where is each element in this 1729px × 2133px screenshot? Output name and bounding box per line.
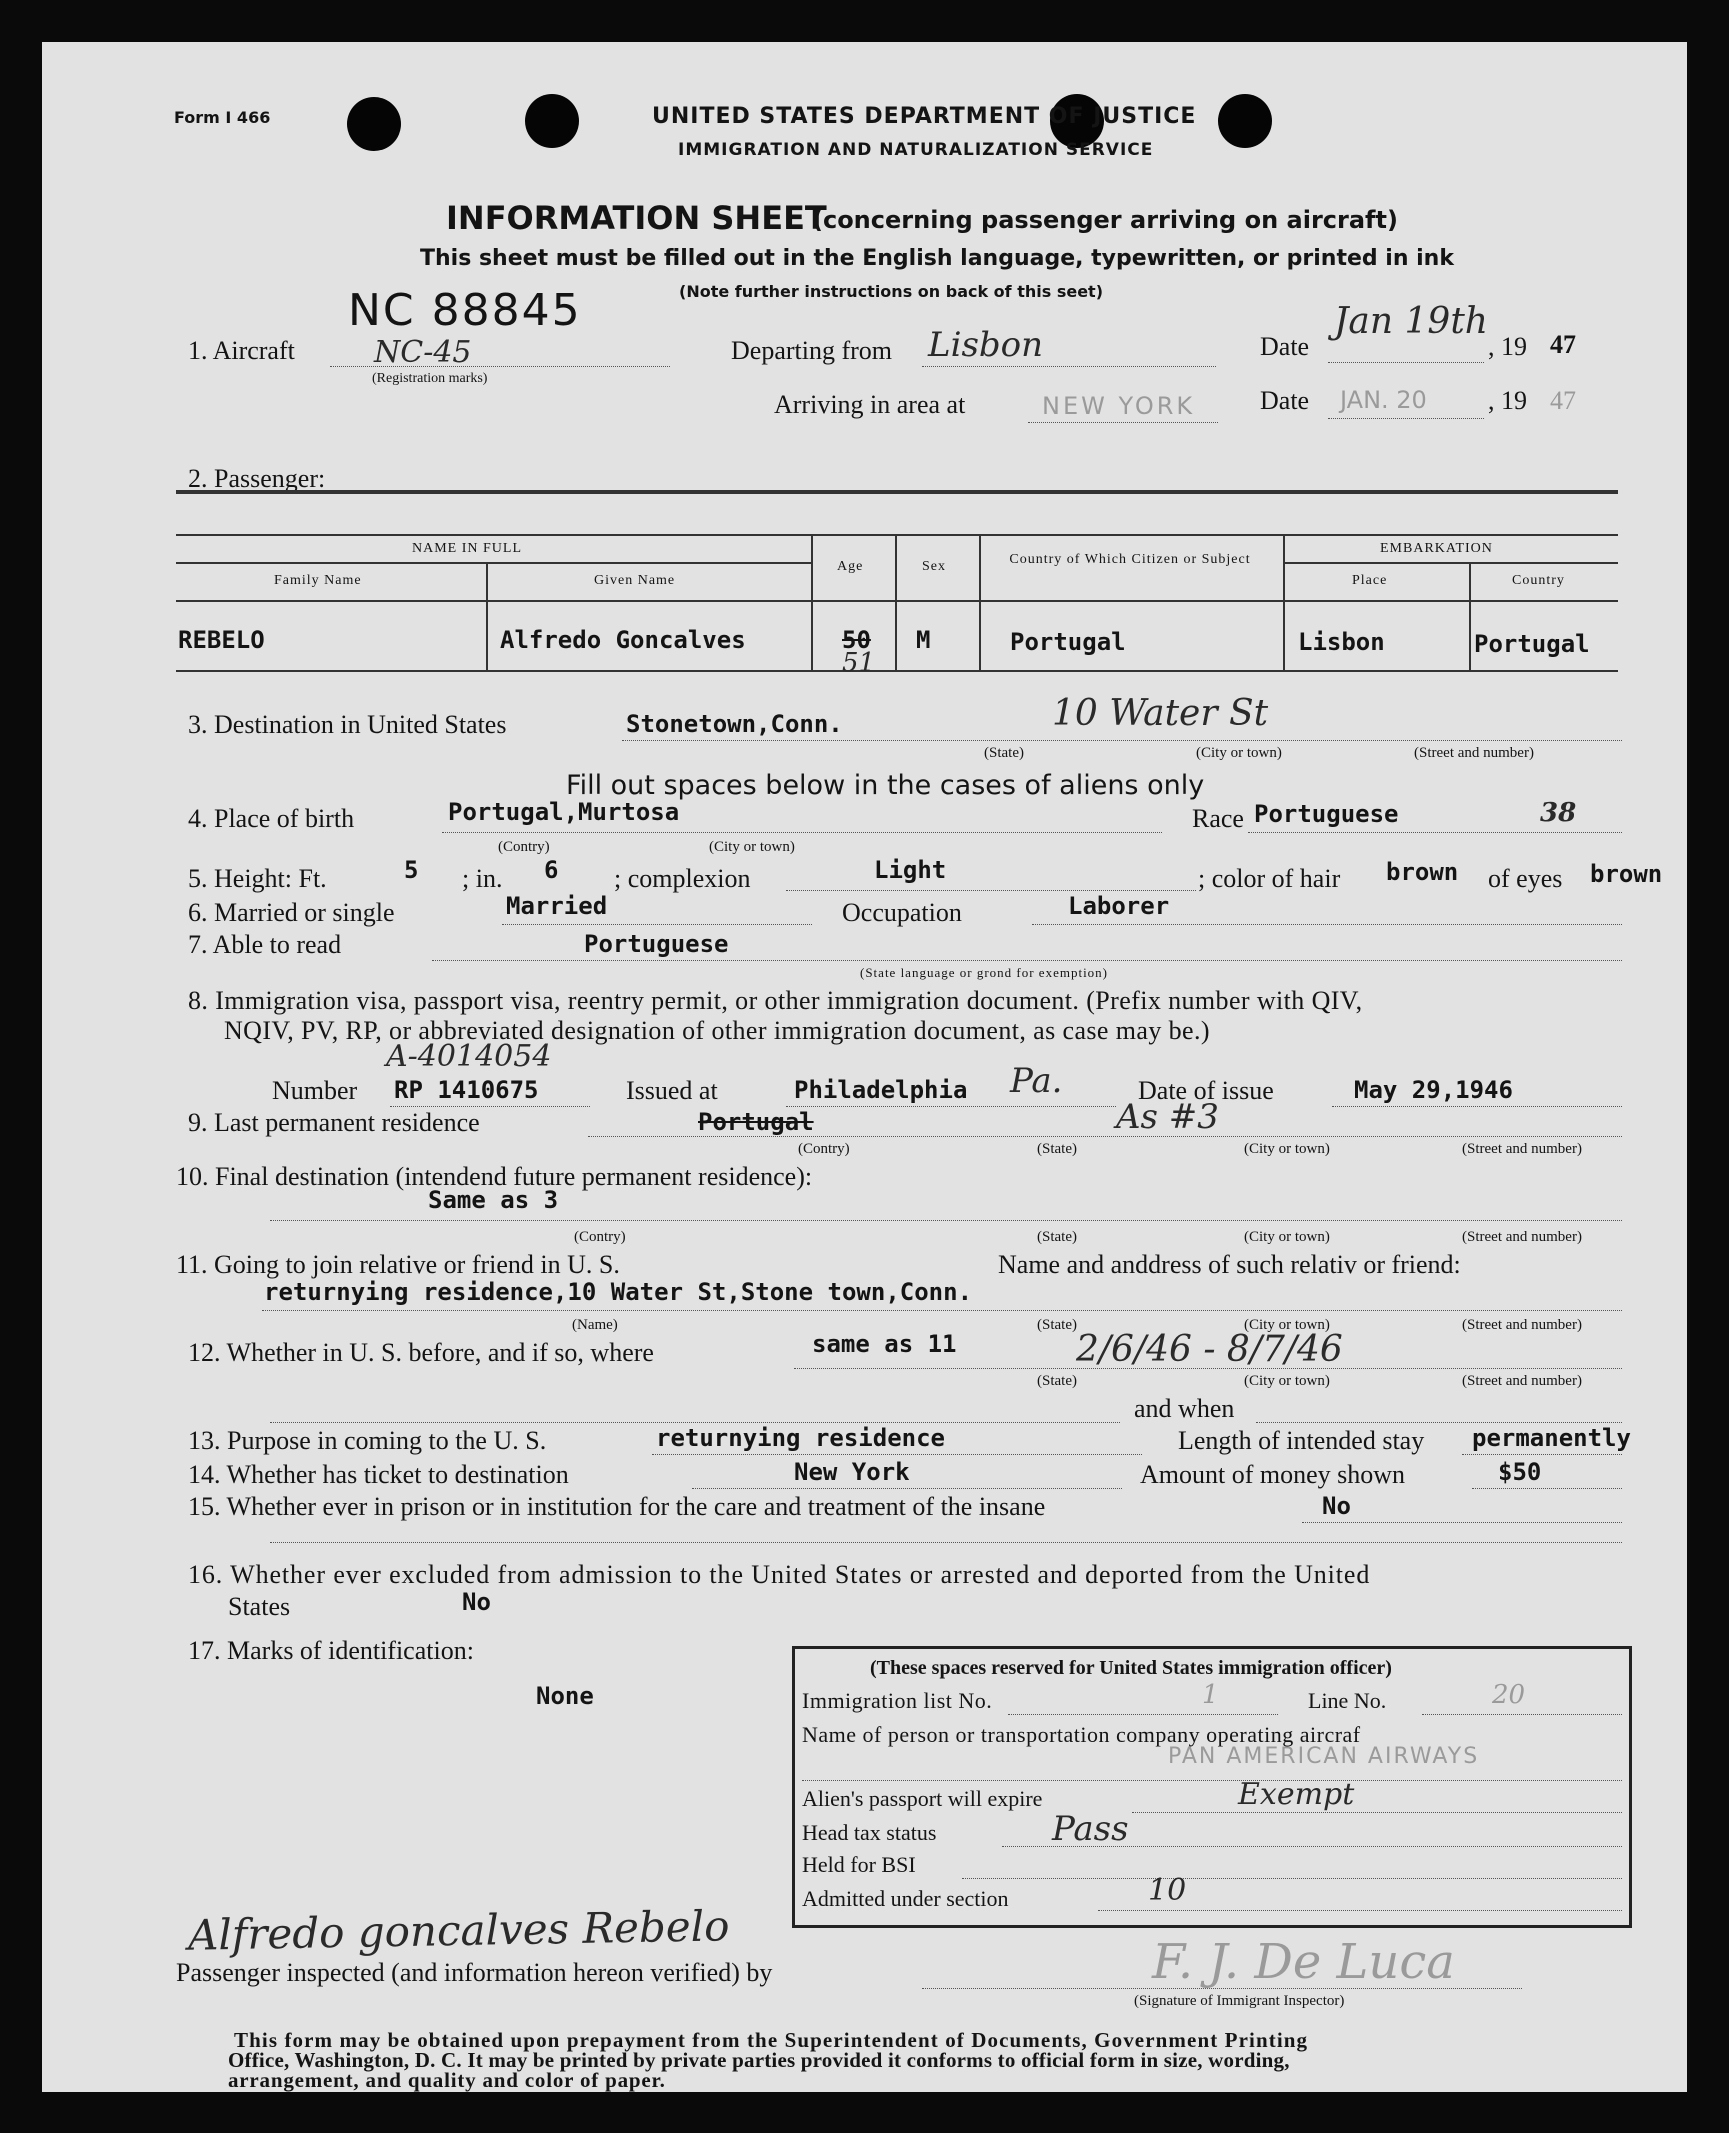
- caption-name-join: (Name): [572, 1317, 618, 1333]
- race-label: Race: [1192, 804, 1244, 833]
- arriving-label: Arriving in area at: [774, 390, 966, 419]
- footer-line-2: Office, Washington, D. C. It may be printed by private parties provided it conforms to official form in size, wording,: [228, 2048, 1290, 2072]
- caption-city: (City or town): [1196, 745, 1282, 761]
- number-value: RP 1410675: [394, 1076, 539, 1104]
- line-label: Line No.: [1308, 1688, 1387, 1713]
- ticket-line: [692, 1488, 1122, 1489]
- married-label: 6. Married or single: [188, 898, 395, 927]
- depart-date-line: [1328, 362, 1484, 363]
- final-value: Same as 3: [428, 1186, 559, 1214]
- and-when-label: and when: [1134, 1394, 1235, 1423]
- visa-handwritten: A-4014054: [386, 1039, 552, 1074]
- stay-line: [1462, 1454, 1622, 1455]
- arriving-value: NEW YORK: [1042, 392, 1196, 420]
- read-value: Portuguese: [584, 930, 729, 958]
- registration-line: [330, 366, 670, 367]
- footer-line-3: arrangement, and quality and color of paper.: [228, 2068, 666, 2092]
- company-line: [802, 1780, 1622, 1781]
- table-rule: [176, 600, 1618, 602]
- caption-street-before: (Street and number): [1462, 1373, 1582, 1389]
- caption-street-residence: (Street and number): [1462, 1141, 1582, 1157]
- destination-handwritten: 10 Water St: [1052, 693, 1269, 734]
- line-value: 20: [1492, 1680, 1526, 1710]
- header-family-name: Family Name: [274, 573, 362, 588]
- issued-handwritten: Pa.: [1010, 1061, 1063, 1101]
- admitted-label: Admitted under section: [802, 1886, 1009, 1911]
- line-no-line: [1422, 1714, 1622, 1715]
- company-value: PAN AMERICAN AIRWAYS: [1168, 1744, 1480, 1769]
- inspected-label: Passenger inspected (and information hereon verified) by: [176, 1958, 773, 1987]
- height-label: 5. Height: Ft.: [188, 864, 327, 893]
- header-country: Country: [1512, 573, 1565, 588]
- aircraft-label: 1. Aircraft: [188, 336, 295, 365]
- age-handwritten-value: 51: [842, 648, 876, 678]
- passenger-signature: Alfredo goncalves Rebelo: [187, 1901, 730, 1960]
- departing-line: [922, 366, 1216, 367]
- instruction: This sheet must be filled out in the English language, typewritten, or printed in ink: [420, 246, 1454, 271]
- height-ft-value: 5: [404, 856, 419, 884]
- caption-country-birth: (Contry): [498, 839, 550, 855]
- caption-state-before: (State): [1037, 1373, 1077, 1389]
- depart-year-value: 47: [1550, 330, 1576, 359]
- purpose-line: [652, 1454, 1142, 1455]
- birth-label: 4. Place of birth: [188, 804, 355, 833]
- money-value: $50: [1498, 1458, 1542, 1486]
- issued-value: Philadelphia: [794, 1076, 968, 1104]
- destination-value: Stonetown,Conn.: [626, 710, 843, 738]
- caption-state-join: (State): [1037, 1317, 1077, 1333]
- caption-country-final: (Contry): [574, 1229, 626, 1245]
- arrive-year-value: 47: [1550, 386, 1576, 415]
- issue-date-line: [1332, 1106, 1622, 1107]
- number-line: [390, 1106, 590, 1107]
- marks-value: None: [536, 1682, 594, 1710]
- before-value: same as 11: [812, 1330, 957, 1358]
- join-name-label: Name and anddress of such relativ or friend:: [998, 1250, 1461, 1279]
- caption-street: (Street and number): [1414, 745, 1534, 761]
- arriving-line: [1028, 422, 1218, 423]
- company-label: Name of person or transportation company operating aircraf: [802, 1722, 1361, 1747]
- table-col-rule: [811, 534, 813, 670]
- caption-city-final: (City or town): [1244, 1229, 1330, 1245]
- read-caption: (State language or grond for exemption): [860, 965, 1109, 980]
- table-col-rule: [979, 534, 981, 670]
- prison-label: 15. Whether ever in prison or in institution for the care and treatment of the insane: [188, 1492, 1046, 1521]
- before-line: [794, 1368, 1622, 1369]
- married-line: [502, 924, 812, 925]
- read-line: [432, 960, 1622, 961]
- join-label: 11. Going to join relative or friend in U. S.: [176, 1250, 620, 1279]
- excluded-value: No: [462, 1588, 491, 1616]
- number-label: Number: [272, 1076, 358, 1105]
- residence-handwritten: As #3: [1116, 1097, 1219, 1137]
- registration-handwritten: NC-45: [374, 335, 472, 370]
- passenger-label: 2. Passenger:: [188, 464, 326, 493]
- occupation-label: Occupation: [842, 898, 962, 927]
- age-typed-value: 50: [842, 626, 871, 654]
- visa-label-line-1: 8. Immigration visa, passport visa, reentry permit, or other immigration document. (Prefix number with QIV,: [188, 986, 1363, 1015]
- race-value: Portuguese: [1254, 800, 1399, 828]
- admitted-value: 10: [1148, 1873, 1187, 1908]
- complexion-value: Light: [874, 856, 947, 884]
- sheet-title-note: (concerning passenger arriving on aircraft): [812, 206, 1398, 234]
- given-name-value: Alfredo Goncalves: [500, 626, 746, 654]
- header-age: Age: [837, 559, 864, 574]
- final-label: 10. Final destination (intendend future permanent residence):: [176, 1162, 813, 1191]
- read-label: 7. Able to read: [188, 930, 342, 959]
- family-name-value: REBELO: [178, 626, 265, 654]
- form-number: Form I 466: [174, 108, 271, 127]
- ticket-label: 14. Whether has ticket to destination: [188, 1460, 569, 1489]
- married-value: Married: [506, 892, 608, 920]
- punch-hole: [525, 94, 579, 148]
- destination-line: [622, 740, 1622, 741]
- bsi-line: [962, 1878, 1622, 1879]
- excluded-label-line-1: 16. Whether ever excluded from admission to the United States or arrested and deported from the United: [188, 1560, 1371, 1589]
- residence-line: [588, 1136, 1622, 1137]
- join-value: returnying residence,10 Water St,Stone town,Conn.: [264, 1278, 973, 1306]
- table-top-rule: [176, 490, 1618, 494]
- money-label: Amount of money shown: [1140, 1460, 1406, 1489]
- occupation-value: Laborer: [1068, 892, 1170, 920]
- issue-date-label: Date of issue: [1138, 1076, 1274, 1105]
- department-title: UNITED STATES DEPARTMENT OF JUSTICE: [652, 104, 1197, 129]
- arrive-date-line: [1328, 418, 1484, 419]
- height-in-value: 6: [544, 856, 559, 884]
- height-in-label: ; in.: [462, 864, 503, 893]
- caption-state-final: (State): [1037, 1229, 1077, 1245]
- purpose-value: returnying residence: [656, 1424, 945, 1452]
- citizen-value: Portugal: [1010, 628, 1126, 656]
- issued-label: Issued at: [626, 1076, 718, 1105]
- tax-value: Pass: [1052, 1809, 1129, 1849]
- caption-city-residence: (City or town): [1244, 1141, 1330, 1157]
- embark-country-value: Portugal: [1474, 630, 1590, 658]
- table-rule: [1283, 562, 1618, 564]
- stay-label: Length of intended stay: [1178, 1426, 1425, 1455]
- inspector-caption: (Signature of Immigrant Inspector): [1134, 1993, 1345, 2009]
- caption-street-join: (Street and number): [1462, 1317, 1582, 1333]
- tax-label: Head tax status: [802, 1820, 937, 1845]
- arrive-date-label: Date: [1260, 386, 1310, 415]
- eyes-label: of eyes: [1488, 864, 1563, 893]
- issued-line: [786, 1106, 1116, 1107]
- list-line: [1008, 1714, 1278, 1715]
- departing-label: Departing from: [731, 336, 893, 365]
- table-rule: [176, 562, 811, 564]
- passport-label: Alien's passport will expire: [802, 1786, 1043, 1811]
- join-line: [262, 1310, 1622, 1311]
- complexion-label: ; complexion: [614, 864, 751, 893]
- eyes-value: brown: [1590, 860, 1663, 888]
- passport-value: Exempt: [1238, 1777, 1355, 1812]
- excluded-label-line-2: States: [228, 1592, 291, 1621]
- bsi-label: Held for BSI: [802, 1852, 916, 1877]
- birth-line: [442, 832, 1162, 833]
- header-name-in-full: NAME IN FULL: [412, 541, 522, 556]
- caption-country-residence: (Contry): [798, 1141, 850, 1157]
- passport-line: [1132, 1812, 1622, 1813]
- header-embarkation: EMBARKATION: [1380, 541, 1493, 556]
- header-citizen: Country of Which Citizen or Subject: [1009, 552, 1251, 567]
- punch-hole: [1218, 94, 1272, 148]
- table-bottom-rule: [176, 670, 1618, 672]
- visa-label-line-2: NQIV, PV, RP, or abbreviated designation of other immigration document, as case may be.): [224, 1016, 1210, 1045]
- depart-date-value: Jan 19th: [1334, 301, 1488, 342]
- when-line: [1256, 1422, 1622, 1423]
- before-when-line: [270, 1422, 1120, 1423]
- aliens-only-note: Fill out spaces below in the cases of aliens only: [566, 770, 1205, 801]
- caption-city-birth: (City or town): [709, 839, 795, 855]
- before-label: 12. Whether in U. S. before, and if so, where: [188, 1338, 654, 1367]
- destination-label: 3. Destination in United States: [188, 710, 507, 739]
- caption-city-before: (City or town): [1244, 1373, 1330, 1389]
- sheet-title: INFORMATION SHEET: [446, 199, 827, 237]
- caption-street-final: (Street and number): [1462, 1229, 1582, 1245]
- header-place: Place: [1352, 573, 1388, 588]
- birth-value: Portugal,Murtosa: [448, 798, 680, 826]
- caption-state-residence: (State): [1037, 1141, 1077, 1157]
- header-given-name: Given Name: [594, 573, 676, 588]
- list-label: Immigration list No.: [802, 1688, 993, 1713]
- final-line: [270, 1220, 1622, 1221]
- before-handwritten: 2/6/46 - 8/7/46: [1076, 1329, 1343, 1370]
- embark-place-value: Lisbon: [1298, 628, 1385, 656]
- caption-state: (State): [984, 745, 1024, 761]
- residence-label: 9. Last permanent residence: [188, 1108, 480, 1137]
- residence-value: Portugal: [698, 1108, 814, 1136]
- prison-continuation-line: [270, 1542, 1622, 1543]
- registration-caption: (Registration marks): [372, 371, 488, 386]
- prison-line: [1302, 1522, 1622, 1523]
- occupation-line: [1032, 924, 1622, 925]
- complexion-line: [786, 890, 1196, 891]
- ticket-value: New York: [794, 1458, 910, 1486]
- depart-date-label: Date: [1260, 332, 1310, 361]
- caption-city-join: (City or town): [1244, 1317, 1330, 1333]
- race-mark: 38: [1540, 798, 1577, 828]
- service-title: IMMIGRATION AND NATURALIZATION SERVICE: [678, 140, 1154, 160]
- officer-box-title: (These spaces reserved for United States immigration officer): [870, 1657, 1392, 1679]
- punch-hole: [347, 97, 401, 151]
- race-line: [1248, 832, 1622, 833]
- table-col-rule: [1469, 562, 1471, 670]
- issue-date-value: May 29,1946: [1354, 1076, 1513, 1104]
- hair-label: ; color of hair: [1198, 864, 1341, 893]
- instruction-note: (Note further instructions on back of this seet): [679, 282, 1104, 301]
- admitted-line: [1098, 1910, 1622, 1911]
- stay-value: permanently: [1472, 1424, 1631, 1452]
- arrive-date-value: JAN. 20: [1340, 386, 1427, 414]
- form-sheet: [42, 42, 1687, 2092]
- table-col-rule: [895, 534, 897, 670]
- list-value: 1: [1202, 1680, 1219, 1710]
- sex-value: M: [916, 626, 931, 654]
- table-col-rule: [486, 562, 488, 670]
- inspector-signature: F. J. De Luca: [1152, 1934, 1455, 1990]
- table-rule: [176, 534, 1618, 536]
- footer-line-1: This form may be obtained upon prepayment from the Superintendent of Documents, Government Printing: [234, 2028, 1309, 2052]
- table-col-rule: [1283, 534, 1285, 670]
- hair-value: brown: [1386, 858, 1459, 886]
- departing-value: Lisbon: [928, 325, 1044, 365]
- marks-label: 17. Marks of identification:: [188, 1636, 474, 1665]
- money-line: [1472, 1488, 1622, 1489]
- arrive-year-label: , 19: [1488, 386, 1527, 415]
- tax-line: [1002, 1846, 1622, 1847]
- depart-year-label: , 19: [1488, 332, 1527, 361]
- registration-stamp: NC 88845: [348, 285, 582, 336]
- header-sex: Sex: [922, 559, 946, 574]
- prison-value: No: [1322, 1492, 1351, 1520]
- purpose-label: 13. Purpose in coming to the U. S.: [188, 1426, 547, 1455]
